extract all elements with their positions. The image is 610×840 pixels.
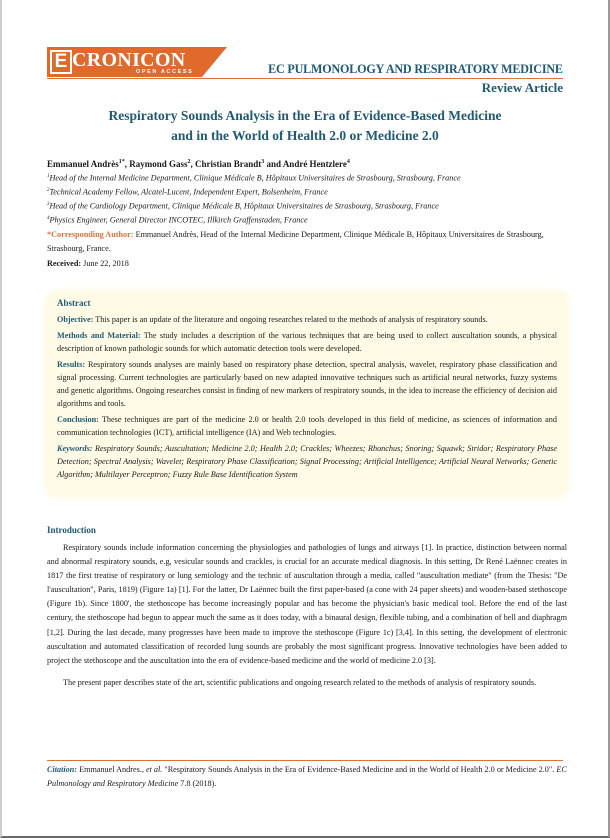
title-line-2: and in the World of Health 2.0 or Medicine 2.0	[171, 128, 439, 143]
logo-wordmark: CRONICON	[72, 49, 186, 71]
abstract-heading: Abstract	[57, 298, 91, 308]
author-name: Raymond Gass	[129, 159, 188, 169]
author-separator: and	[264, 159, 283, 169]
corresponding-author-label: *Corresponding Author:	[47, 230, 134, 239]
citation-journal: EC Pulmonology and Respiratory Medicine	[47, 765, 567, 788]
affiliation-text: Head of the Cardiology Department, Clinique Médicale B, Hôpitaux Universitaires de Strasbourg, Strasbourg, France	[49, 201, 439, 211]
affiliation-text: Head of the Internal Medicine Department, Clinique Médicale B, Hôpitaux Universitaires de Strasbourg, Strasbourg, France	[49, 173, 461, 183]
objective-label: Objective:	[57, 315, 94, 324]
objective-text: This paper is an update of the literature and ongoing researches related to the methods of analysis of respiratory sounds.	[93, 315, 488, 324]
logo-letter: E	[50, 50, 72, 74]
author-affiliation-mark: 2	[187, 159, 191, 165]
author-affiliation-mark: 3	[261, 159, 265, 165]
received-date	[47, 258, 129, 270]
affiliation-text: Physics Engineer, General Director INCOTEC, Illkirch Graffenstaden, France	[49, 215, 308, 225]
citation-etal: et al.	[145, 765, 163, 774]
paragraph: The present paper describes state of the art, scientific publications and ongoing research related to the methods of analysis of respiratory sounds.	[63, 677, 537, 687]
keywords-label: Keywords:	[57, 444, 93, 453]
affiliation	[47, 171, 461, 184]
cronicon-logo	[47, 47, 227, 77]
citation-authors: Emmanuel Andres.,	[77, 765, 146, 774]
received-label: Received:	[47, 259, 82, 268]
author-name: Emmanuel Andrès	[47, 159, 119, 169]
journal-name: EC PULMONOLOGY AND RESPIRATORY MEDICINE	[268, 61, 563, 76]
author-separator: ,	[190, 159, 196, 169]
author-affiliation-mark: 4	[346, 159, 350, 165]
author-list	[47, 156, 350, 170]
abstract-conclusion	[57, 413, 557, 439]
affiliation-text: Technical Academy Fellow, Alcatel-Lucent, Independent Expert, Bolsenheim, France	[49, 187, 328, 197]
keywords-text: Respiratory Sounds; Auscultation; Medicine 2.0; Health 2.0; Crackles; Wheezes; Rhonchus; Snoring; Squawk; Stridor; Respiratory Phase Detection; Spectral Analysis; Wavelet; Respiratory Phase Classification; Signal Processing; Artificial Intelligence; Artificial Neural Networks; Genetic Algorithm; Multilayer Perceptron; Fuzzy Rule Base Identification System	[57, 444, 557, 479]
author-separator: ,	[124, 159, 130, 169]
introduction-heading: Introduction	[47, 525, 96, 535]
affiliation	[47, 185, 328, 198]
logo-tagline: OPEN ACCESS	[136, 69, 194, 75]
header-divider	[47, 78, 563, 79]
citation-label: Citation:	[47, 765, 78, 774]
abstract-results	[57, 358, 557, 410]
introduction-body	[47, 541, 567, 690]
citation-volume: 7.8 (2018).	[178, 779, 217, 788]
article-title	[62, 106, 548, 146]
received-value: June 22, 2018	[81, 259, 129, 268]
citation	[47, 763, 567, 791]
affiliation-number: 4	[47, 216, 50, 221]
citation-title: "Respiratory Sounds Analysis in the Era of Evidence-Based Medicine and in the World of Health 2.0 or Medicine 2.0".	[162, 765, 557, 774]
corresponding-author	[47, 228, 582, 256]
author-affiliation-mark: 1*	[118, 159, 125, 165]
affiliation-number: 1	[47, 174, 50, 179]
abstract-keywords	[57, 442, 557, 481]
conclusion-label: Conclusion:	[57, 415, 99, 424]
affiliation-number: 2	[47, 188, 50, 193]
affiliation-number: 3	[47, 202, 50, 207]
citation-divider	[47, 760, 563, 761]
author-name: André Hentzlere	[282, 159, 347, 169]
affiliation	[47, 199, 439, 212]
author-name: Christian Brandt	[195, 159, 262, 169]
results-text: Respiratory sounds analyses are mainly based on respiratory phase detection, spectral analysis, wavelet, respiratory phase classification and signal processing. Current technologies are particularly based on new adapted innovative techniques such as artificial neural networks, fuzzy systems and genetic algorithms. Ongoing researches consist in finding of new markers of respiratory sounds, in the idea to increase the efficiency of decision aid algorithms and tools.	[57, 360, 557, 408]
corresponding-author-text: Emmanuel Andrès, Head of the Internal Medicine Department, Clinique Médicale B, Hôpitaux Universitaires de Strasbourg, Strasbourg, France.	[47, 230, 544, 253]
results-label: Results:	[57, 360, 86, 369]
article-type: Review Article	[481, 80, 563, 95]
abstract-methods	[57, 329, 557, 355]
conclusion-text: These techniques are part of the medicine 2.0 or health 2.0 tools developed in this field of medicine, as sciences of information and communication technologies (ICT), artificial intelligence (IA) and Web technologies.	[57, 415, 557, 437]
title-line-1: Respiratory Sounds Analysis in the Era of Evidence-Based Medicine	[108, 108, 502, 123]
affiliation	[47, 213, 308, 226]
abstract-objective	[57, 313, 557, 326]
abstract-box	[47, 292, 567, 496]
methods-label: Methods and Material:	[57, 331, 141, 340]
paragraph: Respiratory sounds include information concerning the physiologies and pathologies of lungs and airways [1]. In practice, distinction between normal and abnormal respiratory sounds, e.g, vesicular sounds and crackles, is crucial for an accurate medical diagnosis. In this setting, Dr René Laënnec creates in 1817 the first treatise of respiratory or lung semiology and the technic of auscultation through a media, called "auscultation mediate" (from the Thesis: "De l'auscultation", Paris, 1819) (Figure 1a) [1]. For the latter, Dr Laënnec built the first paper-based (a cone with 24 paper sheets) and wooden-based stethoscope (Figure 1b). Since 1800', the stethoscope has become increasingly popular and has become the physician's basic medical tool. Before the end of the last century, the stethoscope had begun to appear much the same as it does today, with a binaural design, flexible tubing, and a combination of bell and diaphragm [1,2]. During the last decade, many progresses have been made to improve the stethoscope (Figure 1c) [3,4]. In this setting, the development of electronic auscultation and automated classification of recorded lung sounds are probably the most significant progress. Innovative technologies have been added to project the stethoscope and the auscultation into the era of evidence-based medicine and the world of medicine 2.0 [3].	[47, 543, 567, 665]
methods-text: The study includes a description of the various techniques that are being used to collect auscultation sounds, a physical description of known pathologic sounds for which automatic detection tools were developed.	[57, 331, 557, 353]
